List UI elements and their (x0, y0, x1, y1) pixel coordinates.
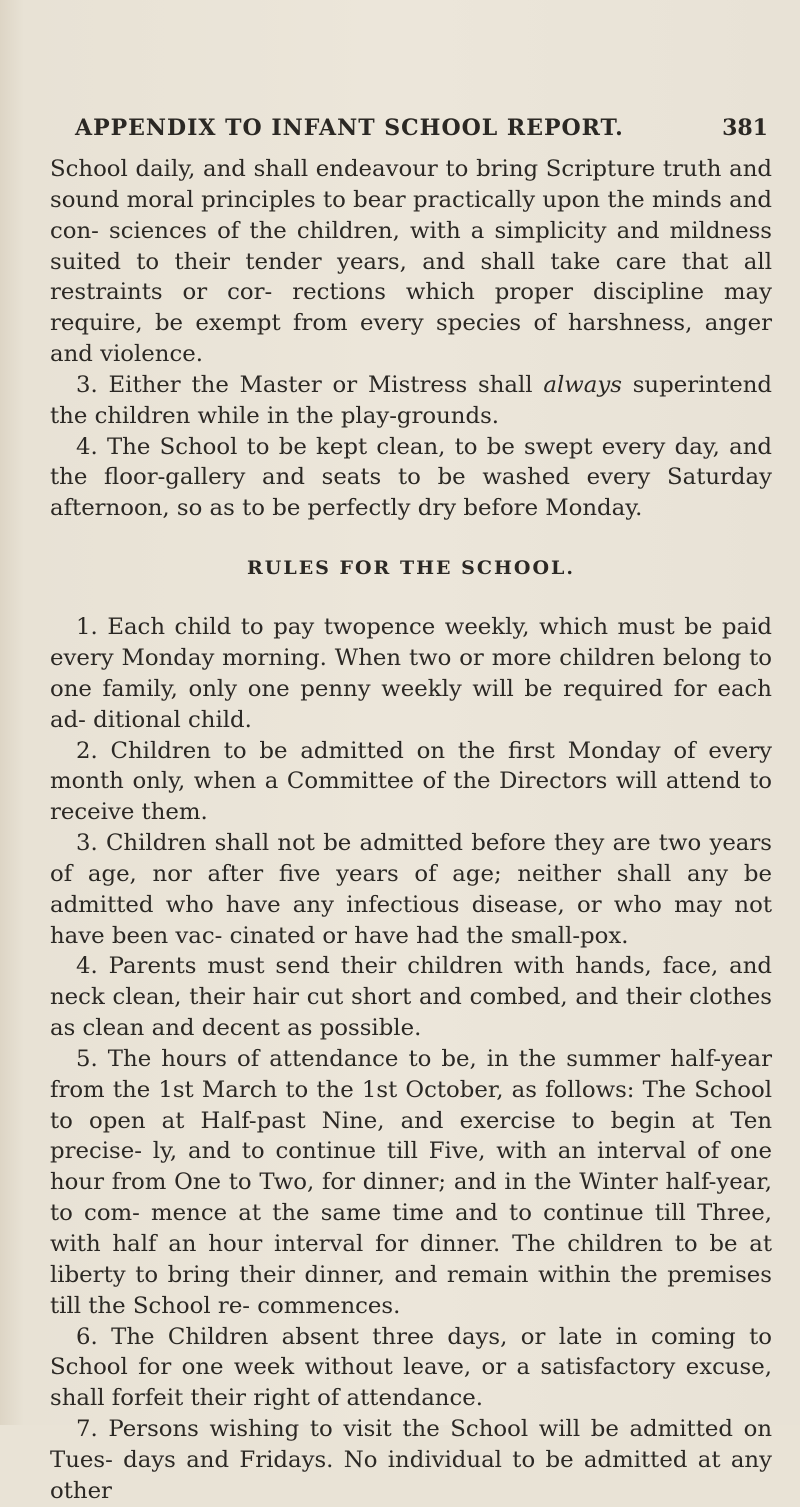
continued-paragraph: School daily, and shall endeavour to bring Scripture truth and sound moral principles to bear practically upon the minds and con- sciences of the children, with a simplicity and mildness suited to their tender years, and shall take care that all restraints or cor- rections which proper discipline may require, be exempt from every species of harshness, anger and violence. (50, 156, 772, 368)
school-rule-6: 6. The Children absent three days, or late in coming to School for one week without leave, or a satisfactory excuse, shall forfeit their right of attendance. (50, 1323, 772, 1412)
page-text (50, 154, 772, 1507)
rule-3-paragraph (50, 370, 772, 432)
header-title: APPENDIX TO INFANT SCHOOL REPORT. (75, 115, 624, 141)
school-rule-4: 4. Parents must send their children with hands, face, and neck clean, their hair cut short and combed, and their clothes as clean and decent as possible. (50, 953, 772, 1042)
school-rule-2: 2. Children to be admitted on the first Monday of every month only, when a Committee of the Directors will attend to receive them. (50, 737, 772, 826)
rule-3-prefix: 3. Either the Master or Mistress shall (76, 371, 544, 398)
school-rule-3: 3. Children shall not be admitted before they are two years of age, nor after five years of age; neither shall any be admitted who have any infectious disease, or who may not have been vac- cinated or have had the small-pox. (50, 830, 772, 949)
school-rule-7: 7. Persons wishing to visit the School will be admitted on Tues- days and Fridays. No individual to be admitted at any other (50, 1416, 772, 1504)
rule-3-emphasis: always (543, 371, 622, 398)
running-header (60, 108, 770, 148)
school-rule-5: 5. The hours of attendance to be, in the summer half-year from the 1st March to the 1st October, as follows: The School to open at Half-past Nine, and exercise to begin at Ten precise- ly, and to continue till Five, with an interval of one hour from One to Two, for dinner; and in the Winter half-year, to com- mence at the same time and to continue till Three, with half an hour interval for dinner. The children to be at liberty to bring their dinner, and remain within the premises till the School re- commences. (50, 1045, 772, 1319)
school-rule-1: 1. Each child to pay twopence weekly, which must be paid every Monday morning. When two or more children belong to one family, only one penny weekly will be required for each ad- ditional child. (50, 614, 772, 733)
page-number: 381 (722, 115, 768, 141)
rules-heading: RULES FOR THE SCHOOL. (246, 557, 576, 580)
rule-3-suffix: superintend the children while in the play-grounds. (50, 371, 772, 429)
rule-4-paragraph: 4. The School to be kept clean, to be swept every day, and the floor-gallery and seats to be washed every Saturday afternoon, so as to be perfectly dry before Monday. (50, 433, 772, 522)
